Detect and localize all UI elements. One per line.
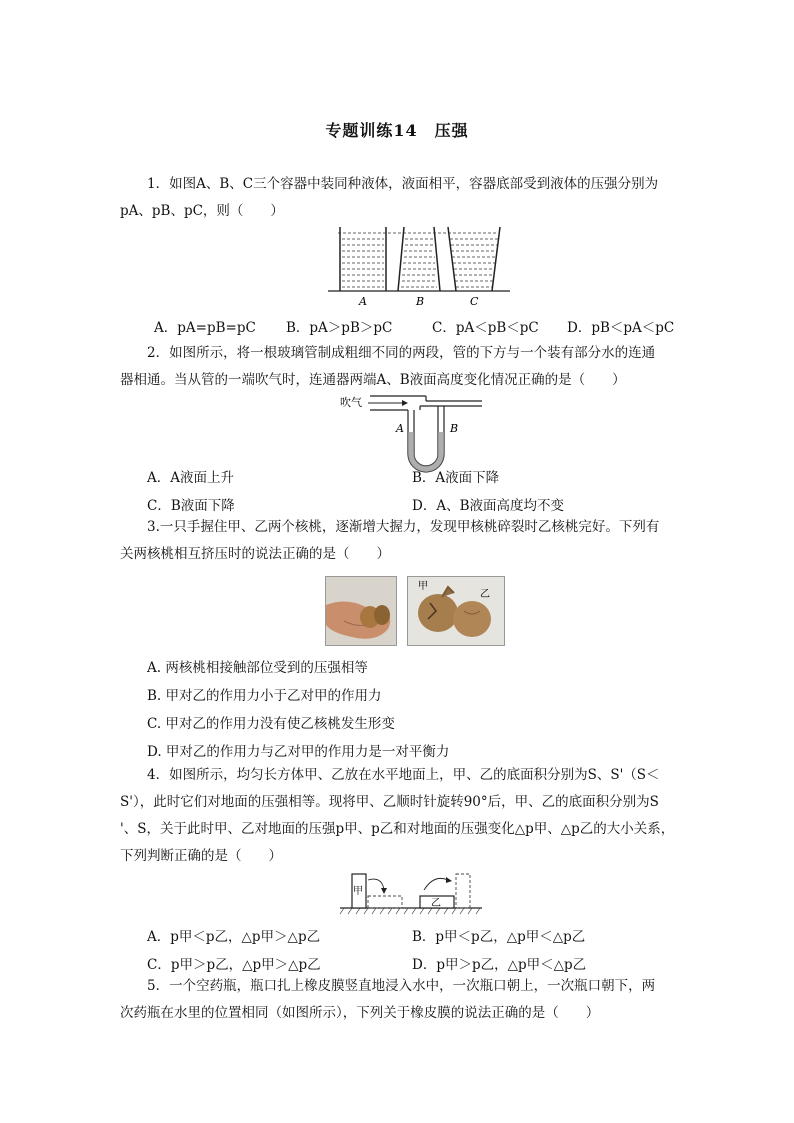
photo-label-jia: 甲 [418, 581, 428, 592]
tube-label-a: A [396, 422, 404, 435]
q4-stem-line2: S'），此时它们对地面的压强相等。现将甲、乙顺时针旋转90°后，甲、乙的底面积分别为S [120, 794, 659, 810]
q1-stem-line2: pA、pB、pC，则（ ） [120, 203, 284, 219]
hand-walnut-photo [325, 576, 397, 646]
block-yi-label: 乙 [431, 898, 441, 909]
q4-option-d: D．p甲＞p乙，△p甲＜△p乙 [412, 957, 587, 973]
q4-stem-line1: 4．如图所示，均匀长方体甲、乙放在水平地面上，甲、乙的底面积分别为S、S'（S＜ [147, 767, 660, 783]
q2-option-c: C．B液面下降 [147, 498, 235, 514]
q1-option-b: B．pA＞pB＞pC [286, 320, 393, 336]
blow-label: 吹气 [340, 396, 362, 409]
block-jia-label: 甲 [353, 886, 363, 897]
q5-stem-line2: 次药瓶在水里的位置相同（如图所示），下列关于橡皮膜的说法正确的是（ ） [120, 1005, 600, 1021]
q3-option-d: D. 甲对乙的作用力与乙对甲的作用力是一对平衡力 [147, 744, 450, 760]
q4-stem-line3: '、S，关于此时甲、乙对地面的压强p甲、p乙和对地面的压强变化△p甲、△p乙的大小关系， [120, 821, 675, 837]
q3-option-c: C. 甲对乙的作用力没有使乙核桃发生形变 [147, 716, 395, 732]
page-title: 专题训练14 压强 [325, 121, 469, 140]
q2-option-d: D．A、B液面高度均不变 [412, 498, 564, 514]
q2-stem-line2: 器相通。当从管的一端吹气时，连通器两端A、B液面高度变化情况正确的是（ ） [120, 372, 626, 388]
q3-option-b: B. 甲对乙的作用力小于乙对甲的作用力 [147, 688, 382, 704]
q2-stem-line1: 2．如图所示，将一根玻璃管制成粗细不同的两段，管的下方与一个装有部分水的连通 [147, 345, 656, 361]
q1-option-c: C．pA＜pB＜pC [432, 320, 539, 336]
q4-blocks-figure [338, 870, 484, 916]
label-a: A [359, 295, 367, 308]
walnuts-photo [407, 576, 505, 646]
photo-label-yi: 乙 [480, 589, 490, 600]
container-b [398, 227, 440, 291]
q2-option-a: A．A液面上升 [147, 470, 234, 486]
q1-stem-line1: 1．如图A、B、C三个容器中装同种液体，液面相平，容器底部受到液体的压强分别为 [147, 176, 659, 192]
container-a [340, 227, 386, 291]
q1-option-d: D．pB＜pA＜pC [567, 320, 675, 336]
label-b: B [416, 295, 425, 308]
q1-option-a: A．pA=pB=pC [154, 320, 256, 336]
label-c: C [470, 295, 479, 308]
q4-option-c: C．p甲＞p乙，△p甲＞△p乙 [147, 957, 321, 973]
q4-option-a: A．p甲＜p乙，△p甲＞△p乙 [147, 929, 321, 945]
container-c [448, 227, 500, 291]
q4-option-b: B．p甲＜p乙，△p甲＜△p乙 [412, 929, 586, 945]
q5-stem-line1: 5．一个空药瓶，瓶口扎上橡皮膜竖直地浸入水中，一次瓶口朝上，一次瓶口朝下，两 [147, 978, 656, 994]
q2-option-b: B．A液面下降 [412, 470, 500, 486]
tube-label-b: B [450, 422, 459, 435]
q1-containers-figure [328, 225, 510, 311]
q3-option-a: A. 两核桃相接触部位受到的压强相等 [147, 660, 368, 676]
q4-stem-line4: 下列判断正确的是（ ） [120, 848, 282, 864]
q3-stem-line1: 3.一只手握住甲、乙两个核桃，逐渐增大握力，发现甲核桃碎裂时乙核桃完好。下列有 [147, 519, 660, 535]
q3-stem-line2: 关两核桃相互挤压时的说法正确的是（ ） [120, 546, 390, 562]
